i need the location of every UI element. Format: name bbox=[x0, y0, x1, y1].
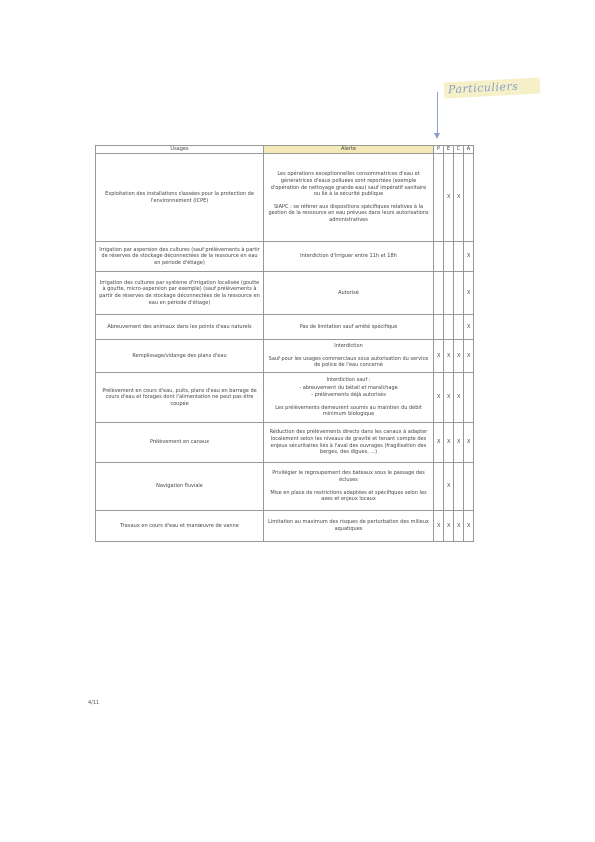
mark-e: X bbox=[444, 154, 454, 242]
alerte-cell bbox=[264, 154, 434, 242]
mark-p: X bbox=[434, 511, 444, 542]
mark-c bbox=[454, 463, 464, 511]
alerte-text: Privilégier le regroupement des bateaux sous le passage des écluses bbox=[272, 470, 425, 483]
usage-cell: Remplissage/vidange des plans d'eau bbox=[96, 340, 264, 373]
table-row bbox=[96, 373, 474, 423]
mark-e: X bbox=[444, 463, 454, 511]
table-row bbox=[96, 154, 474, 242]
mark-c: X bbox=[454, 154, 464, 242]
alerte-cell bbox=[264, 373, 434, 423]
mark-a bbox=[464, 463, 474, 511]
mark-p: X bbox=[434, 423, 444, 463]
table-row bbox=[96, 340, 474, 373]
table-row bbox=[96, 511, 474, 542]
alerte-text: Limitation au maximum des risques de perturbation des milieux aquatiques bbox=[268, 519, 429, 532]
mark-c bbox=[454, 242, 464, 272]
alerte-text: Sauf pour les usages commerciaux sous autorisation du service de police de l'eau concerné bbox=[268, 355, 429, 369]
mark-e bbox=[444, 242, 454, 272]
mark-p bbox=[434, 315, 444, 340]
mark-c bbox=[454, 272, 464, 315]
mark-a: X bbox=[464, 340, 474, 373]
mark-a bbox=[464, 154, 474, 242]
usage-cell: Prélèvement en cours d'eau, puits, plans d'eau en barrage de cours d'eau et forages dont l'alimentation ne peut pas être coupée bbox=[96, 373, 264, 423]
table-row bbox=[96, 463, 474, 511]
mark-p bbox=[434, 154, 444, 242]
mark-c: X bbox=[454, 373, 464, 423]
alerte-text: Réduction des prélèvements directs dans les canaux à adapter localement selon les niveaux de gravité et tenant compte des enjeux sécuritaires liés à l'aval des ouvrages (fragilisation des berges, des digues, ...) bbox=[269, 429, 428, 456]
handwritten-note-text: Particuliers bbox=[447, 79, 519, 97]
alerte-text: - abreuvement du bétail et maraîchage bbox=[299, 384, 398, 391]
alerte-text: Interdiction d'irriguer entre 11h et 18h bbox=[300, 253, 397, 260]
alerte-text: Pas de limitation sauf arrêté spécifique bbox=[299, 323, 398, 330]
mark-p: X bbox=[434, 340, 444, 373]
alerte-cell bbox=[264, 463, 434, 511]
mark-a bbox=[464, 373, 474, 423]
mark-c: X bbox=[454, 511, 464, 542]
mark-c bbox=[454, 315, 464, 340]
usage-cell: Navigation fluviale bbox=[96, 463, 264, 511]
mark-e bbox=[444, 272, 454, 315]
alerte-cell bbox=[264, 511, 434, 542]
header-a: A bbox=[464, 146, 474, 154]
table-row bbox=[96, 423, 474, 463]
table-row bbox=[96, 242, 474, 272]
alerte-text: Interdiction sauf : bbox=[326, 377, 371, 384]
usage-cell: Prélèvement en canaux bbox=[96, 423, 264, 463]
alerte-cell bbox=[264, 340, 434, 373]
header-c: C bbox=[454, 146, 464, 154]
mark-e: X bbox=[444, 340, 454, 373]
header-p: P bbox=[434, 146, 444, 154]
usage-cell: Travaux en cours d'eau et manœuvre de vanne bbox=[96, 511, 264, 542]
page-number: 4/11 bbox=[88, 700, 100, 706]
mark-a: X bbox=[464, 315, 474, 340]
alerte-cell bbox=[264, 315, 434, 340]
usage-cell: Exploitation des installations classées pour la protection de l'environnement (ICPE) bbox=[96, 154, 264, 242]
mark-p bbox=[434, 242, 444, 272]
alerte-text: Mise en place de restrictions adaptées et spécifiques selon les axes et enjeux locaux bbox=[270, 489, 427, 503]
mark-e: X bbox=[444, 423, 454, 463]
arrow-head-icon bbox=[434, 133, 440, 139]
mark-a: X bbox=[464, 242, 474, 272]
mark-e: X bbox=[444, 373, 454, 423]
usage-cell: Abreuvement des animaux dans les points d'eau naturels bbox=[96, 315, 264, 340]
handwritten-arrow bbox=[437, 92, 438, 134]
alerte-text: Autorisé bbox=[338, 289, 359, 296]
header-alerte: Alerte bbox=[264, 146, 434, 154]
usage-cell: Irrigation des cultures par système d'irrigation localisée (goutte à goutte, micro-aspersion par exemple) (sauf prélèvements à partir de réserves de stockage déconnectées de la ressource en eau en période d'étiage) bbox=[96, 272, 264, 315]
mark-e: X bbox=[444, 511, 454, 542]
mark-p bbox=[434, 463, 444, 511]
mark-a: X bbox=[464, 272, 474, 315]
alerte-cell bbox=[264, 423, 434, 463]
usage-cell: Irrigation par aspersion des cultures (sauf prélèvements à partir de réserves de stockage déconnectées de la ressource en eau en période d'étiage) bbox=[96, 242, 264, 272]
mark-c: X bbox=[454, 340, 464, 373]
table-header-row bbox=[96, 146, 474, 154]
mark-p: X bbox=[434, 373, 444, 423]
mark-a: X bbox=[464, 423, 474, 463]
alerte-cell bbox=[264, 242, 434, 272]
table-row bbox=[96, 272, 474, 315]
table-row bbox=[96, 315, 474, 340]
mark-p bbox=[434, 272, 444, 315]
header-usages: Usages bbox=[96, 146, 264, 154]
mark-c: X bbox=[454, 423, 464, 463]
handwritten-note bbox=[444, 77, 541, 98]
alerte-cell bbox=[264, 272, 434, 315]
alerte-text: Les prélèvements demeurent soumis au maintien du débit minimum biologique bbox=[275, 404, 422, 418]
alerte-text: SIAPC : se référer aux dispositions spécifiques relatives à la gestion de la ressource en eau prévues dans leurs autorisations administratives bbox=[268, 203, 429, 223]
alerte-text: Interdiction bbox=[334, 343, 363, 350]
usage-restrictions-table bbox=[95, 145, 474, 542]
alerte-text: - prélèvements déjà autorisés bbox=[311, 392, 386, 399]
alerte-text: Les opérations exceptionnelles consommatrices d'eau et génératrices d'eaux polluées sont reportées (exemple d'opération de nettoyage grande eau) sauf impératif sanitaire ou lié à la sécurité publique bbox=[270, 171, 427, 198]
mark-e bbox=[444, 315, 454, 340]
mark-a: X bbox=[464, 511, 474, 542]
header-e: E bbox=[444, 146, 454, 154]
